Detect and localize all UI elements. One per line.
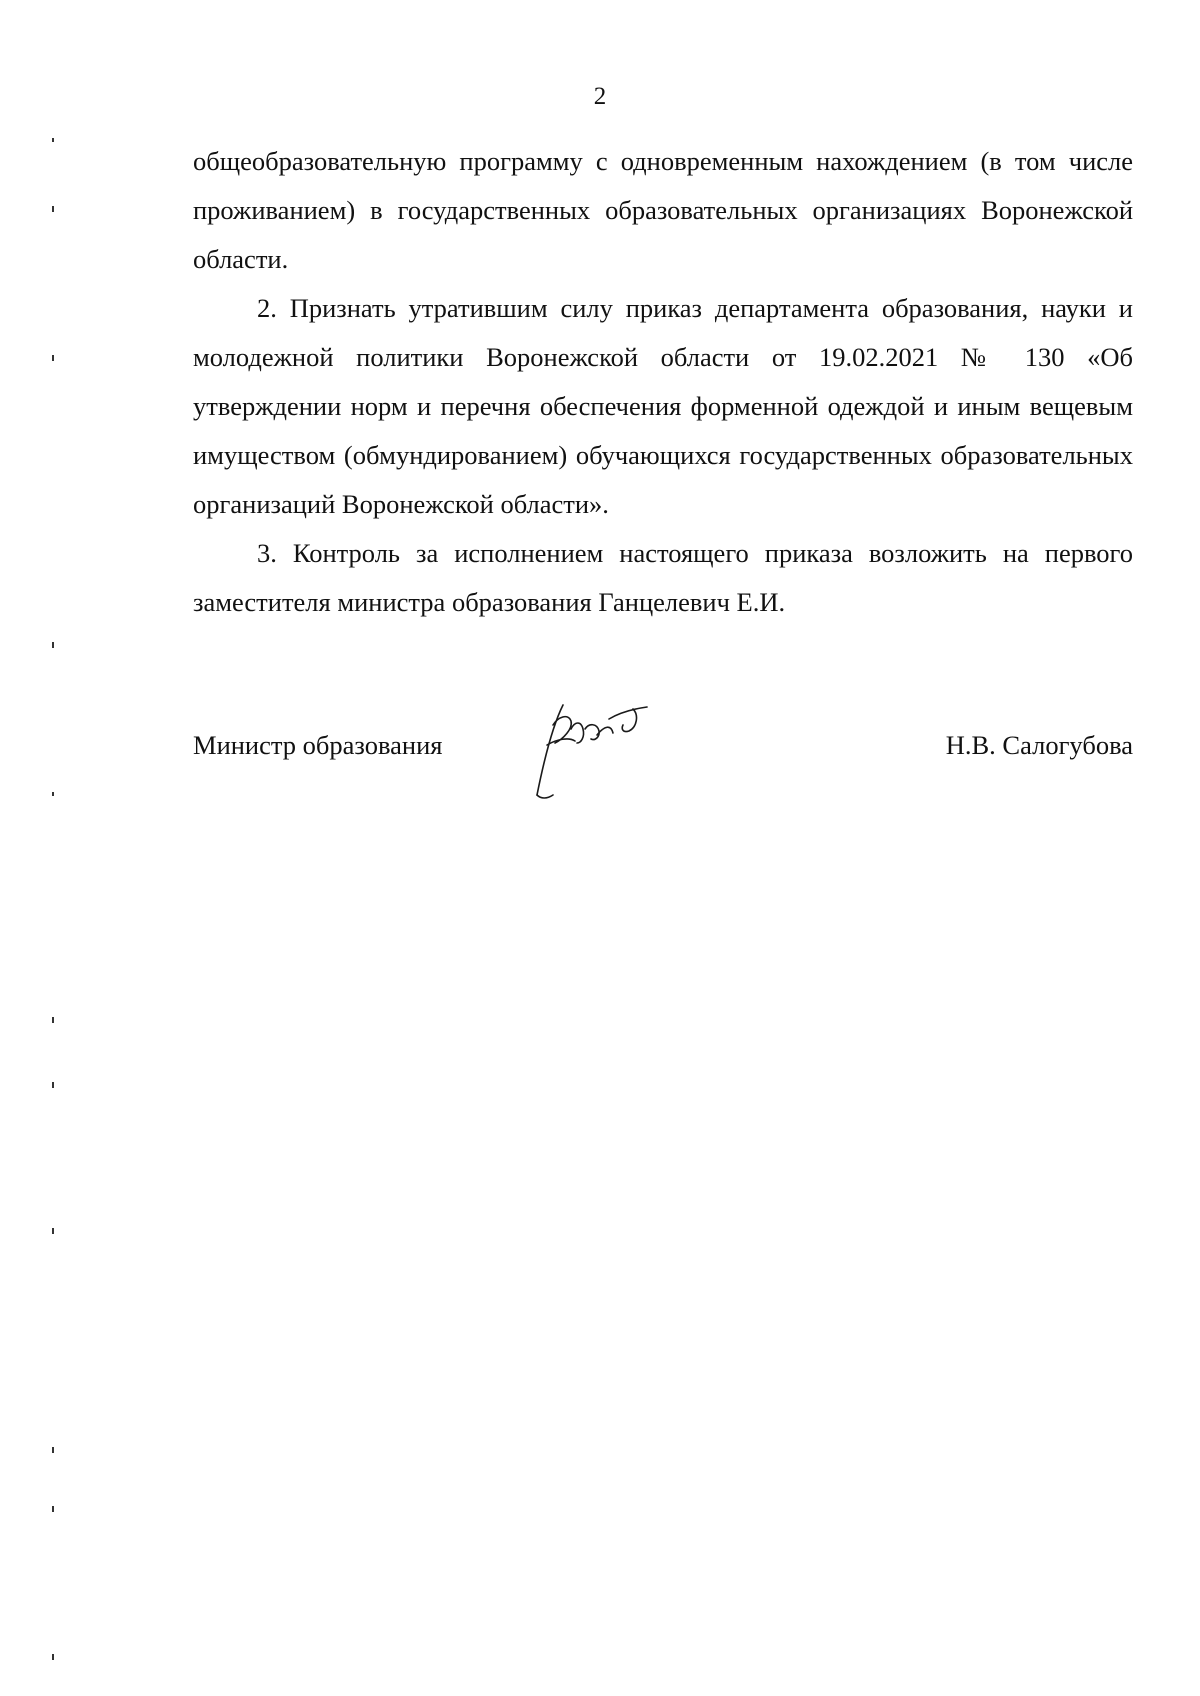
signatory-title: Министр образования <box>193 730 443 760</box>
margin-mark <box>52 642 54 648</box>
paragraph-item-2: 2. Признать утратившим силу приказ департамента образования, науки и молодежной политики Воронежской области от 19.02.2021 № 130 «Об утверждении норм и перечня обеспечения форменной одеждой и иным вещевым имуществом (обмундированием) обучающихся государственных образовательных организаций Воронежской области». <box>193 293 1133 519</box>
margin-mark <box>52 1228 54 1234</box>
margin-mark <box>52 1506 54 1512</box>
signature-block <box>193 715 1133 805</box>
margin-mark <box>52 355 54 361</box>
page-number: 2 <box>593 83 607 110</box>
margin-mark <box>52 1017 54 1023</box>
paragraph-continuation: общеобразовательную программу с одновременным нахождением (в том числе проживанием) в государственных образовательных организациях Воронежской области. <box>193 146 1133 274</box>
paragraph-item-3: 3. Контроль за исполнением настоящего приказа возложить на первого заместителя министра образования Ганцелевич Е.И. <box>193 538 1133 617</box>
margin-mark <box>52 1082 54 1088</box>
margin-mark <box>52 1654 54 1660</box>
margin-mark <box>52 206 54 212</box>
signatory-name: Н.В. Салогубова <box>945 730 1133 760</box>
margin-mark <box>52 1447 54 1453</box>
margin-mark <box>52 138 54 142</box>
handwritten-signature-icon <box>523 695 663 805</box>
margin-mark <box>52 792 54 796</box>
document-body <box>193 137 1133 627</box>
